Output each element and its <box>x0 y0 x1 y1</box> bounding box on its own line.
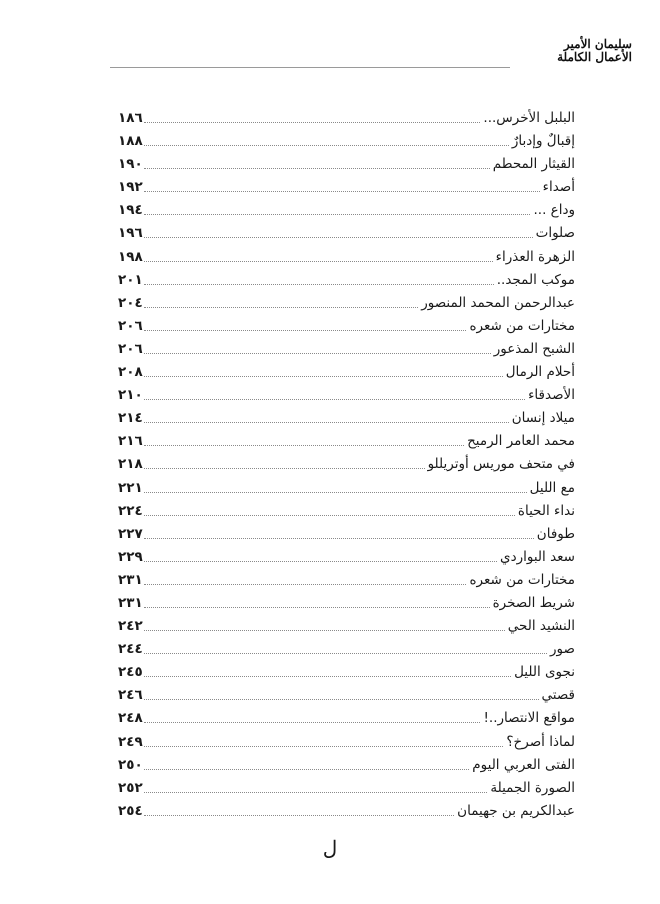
toc-entry <box>118 430 575 450</box>
toc-entry-title: لماذا أصرخ؟ <box>506 733 575 750</box>
toc-entry-title: سعد البواردي <box>500 548 575 565</box>
toc-entry <box>118 500 575 520</box>
toc-entry-page: ١٩٨ <box>118 248 143 265</box>
toc-entry-title: مختارات من شعره <box>469 571 575 588</box>
toc-entry <box>118 176 575 196</box>
toc-entry-page: ١٩٤ <box>118 202 143 219</box>
toc-dot-leader <box>144 815 454 816</box>
toc-entry-title: وداع ... <box>533 202 575 219</box>
toc-dot-leader <box>144 492 527 493</box>
toc-dot-leader <box>144 607 490 608</box>
toc-entry <box>118 338 575 358</box>
toc-entry-page: ٢٥٢ <box>118 779 143 796</box>
toc-entry-page: ٢٥٠ <box>118 756 143 773</box>
toc-entry <box>118 361 575 381</box>
toc-entry <box>118 199 575 219</box>
toc-entry-title: طوفان <box>536 525 575 542</box>
toc-entry-page: ٢٣١ <box>118 594 143 611</box>
toc-entry-title: صلوات <box>535 225 575 242</box>
toc-dot-leader <box>144 653 547 654</box>
toc-entry <box>118 615 575 635</box>
toc-entry <box>118 130 575 150</box>
toc-entry-page: ٢١٨ <box>118 456 143 473</box>
toc-entry-title: قصتي <box>541 687 575 704</box>
toc-entry-page: ٢٠١ <box>118 271 143 288</box>
toc-entry-title: مع الليل <box>529 479 575 496</box>
toc-dot-leader <box>144 168 490 169</box>
toc-entry <box>118 292 575 312</box>
toc-entry-title: الزهرة العذراء <box>495 248 575 265</box>
toc-entry <box>118 546 575 566</box>
page-number: ل <box>322 836 338 860</box>
toc-dot-leader <box>144 122 480 123</box>
toc-entry-title: محمد العامر الرميح <box>467 433 575 450</box>
toc-entry-page: ١٨٨ <box>118 133 143 150</box>
toc-entry-page: ٢٠٦ <box>118 340 143 357</box>
toc-dot-leader <box>144 769 469 770</box>
toc-entry-title: البلبل الأخرس... <box>483 110 575 126</box>
toc-entry-page: ٢٠٦ <box>118 317 143 334</box>
toc-entry <box>118 754 575 774</box>
toc-entry-title: الشبح المذعور <box>493 340 575 357</box>
toc-entry-title: عبدالكريم بن جهيمان <box>457 802 575 819</box>
toc-entry-page: ٢٤٩ <box>118 733 143 750</box>
toc-dot-leader <box>144 284 494 285</box>
toc-entry-title: مواقع الانتصار..! <box>483 710 575 727</box>
toc-entry <box>118 661 575 681</box>
toc-dot-leader <box>144 399 525 400</box>
toc-entry <box>118 569 575 589</box>
toc-entry-page: ٢١٤ <box>118 410 143 427</box>
toc-entry-title: الصورة الجميلة <box>490 779 575 796</box>
toc-entry-title: شريط الصخرة <box>492 594 575 611</box>
toc-entry-title: الأصدقاء <box>528 387 575 404</box>
toc-dot-leader <box>144 445 464 446</box>
toc-entry-page: ٢٤٥ <box>118 664 143 681</box>
toc-dot-leader <box>144 515 515 516</box>
toc-dot-leader <box>144 468 425 469</box>
toc-dot-leader <box>144 261 493 262</box>
toc-entry-page: ١٨٦ <box>118 110 143 126</box>
toc-entry <box>118 638 575 658</box>
toc-dot-leader <box>144 584 466 585</box>
toc-entry <box>118 269 575 289</box>
toc-entry <box>118 707 575 727</box>
toc-entry-page: ١٩٠ <box>118 156 143 173</box>
toc-dot-leader <box>144 538 534 539</box>
toc-dot-leader <box>144 191 540 192</box>
toc-entry <box>118 453 575 473</box>
toc-entry <box>118 384 575 404</box>
toc-entry-title: نجوى الليل <box>514 664 575 681</box>
toc-entry <box>118 523 575 543</box>
series-logo <box>514 34 632 68</box>
toc-entry-title: ميلاد إنسان <box>511 410 575 427</box>
header-divider <box>110 67 510 68</box>
toc-entry-title: أصداء <box>542 179 575 196</box>
toc-dot-leader <box>144 699 539 700</box>
toc-entry <box>118 153 575 173</box>
toc-entry-page: ١٩٢ <box>118 179 143 196</box>
toc-entry <box>118 592 575 612</box>
toc-entry-title: إقبالٌ وإدبارٌ <box>511 133 575 150</box>
toc-dot-leader <box>144 237 533 238</box>
toc-entry-title: مختارات من شعره <box>469 317 575 334</box>
toc-entry-page: ٢٥٤ <box>118 802 143 819</box>
toc-entry <box>118 684 575 704</box>
toc-dot-leader <box>144 330 466 331</box>
toc-entry-title: أحلام الرمال <box>505 364 575 381</box>
toc-dot-leader <box>144 722 480 723</box>
toc-entry-title: نداء الحياة <box>517 502 575 519</box>
toc-entry-page: ٢٢٤ <box>118 502 143 519</box>
toc-entry <box>118 800 575 820</box>
toc-dot-leader <box>144 630 505 631</box>
toc-entry <box>118 477 575 497</box>
logo-line-author: سليمان الأمير <box>563 37 632 52</box>
toc-dot-leader <box>144 376 503 377</box>
toc-entry <box>118 222 575 242</box>
toc-entry-title: النشيد الحي <box>507 618 575 635</box>
toc-entry-page: ٢٤٨ <box>118 710 143 727</box>
toc-entry-page: ٢٢١ <box>118 479 143 496</box>
toc-entry-page: ٢١٠ <box>118 387 143 404</box>
toc-entry-page: ١٩٦ <box>118 225 143 242</box>
toc-entry <box>118 407 575 427</box>
toc-entry <box>118 246 575 266</box>
toc-dot-leader <box>144 145 509 146</box>
toc-entry-page: ٢٣١ <box>118 571 143 588</box>
toc-dot-leader <box>144 422 509 423</box>
toc-entry-page: ٢١٦ <box>118 433 143 450</box>
toc-dot-leader <box>144 353 491 354</box>
toc-dot-leader <box>144 792 487 793</box>
table-of-contents <box>118 107 575 820</box>
toc-entry-page: ٢٠٤ <box>118 294 143 311</box>
toc-entry <box>118 731 575 751</box>
toc-entry <box>118 315 575 335</box>
toc-entry-title: موكب المجد.. <box>496 271 575 288</box>
toc-entry-page: ٢٢٩ <box>118 548 143 565</box>
toc-entry-page: ٢٤٤ <box>118 641 143 658</box>
toc-entry-title: في متحف موريس أوتريللو <box>427 456 575 473</box>
toc-entry-title: صور <box>550 641 575 658</box>
toc-dot-leader <box>144 214 530 215</box>
toc-entry-page: ٢٠٨ <box>118 364 143 381</box>
toc-entry <box>118 777 575 797</box>
toc-entry-page: ٢٤٢ <box>118 618 143 635</box>
toc-entry-title: الفتى العربي اليوم <box>472 756 575 773</box>
toc-dot-leader <box>144 561 497 562</box>
toc-entry-page: ٢٢٧ <box>118 525 143 542</box>
toc-entry-page: ٢٤٦ <box>118 687 143 704</box>
toc-entry-title: القيثار المحطم <box>492 156 575 173</box>
toc-dot-leader <box>144 676 511 677</box>
toc-entry-title: عبدالرحمن المحمد المنصور <box>421 294 575 311</box>
toc-entry <box>118 107 575 127</box>
toc-dot-leader <box>144 746 503 747</box>
logo-line-series: الأعمال الكاملة <box>557 50 632 64</box>
toc-dot-leader <box>144 307 418 308</box>
